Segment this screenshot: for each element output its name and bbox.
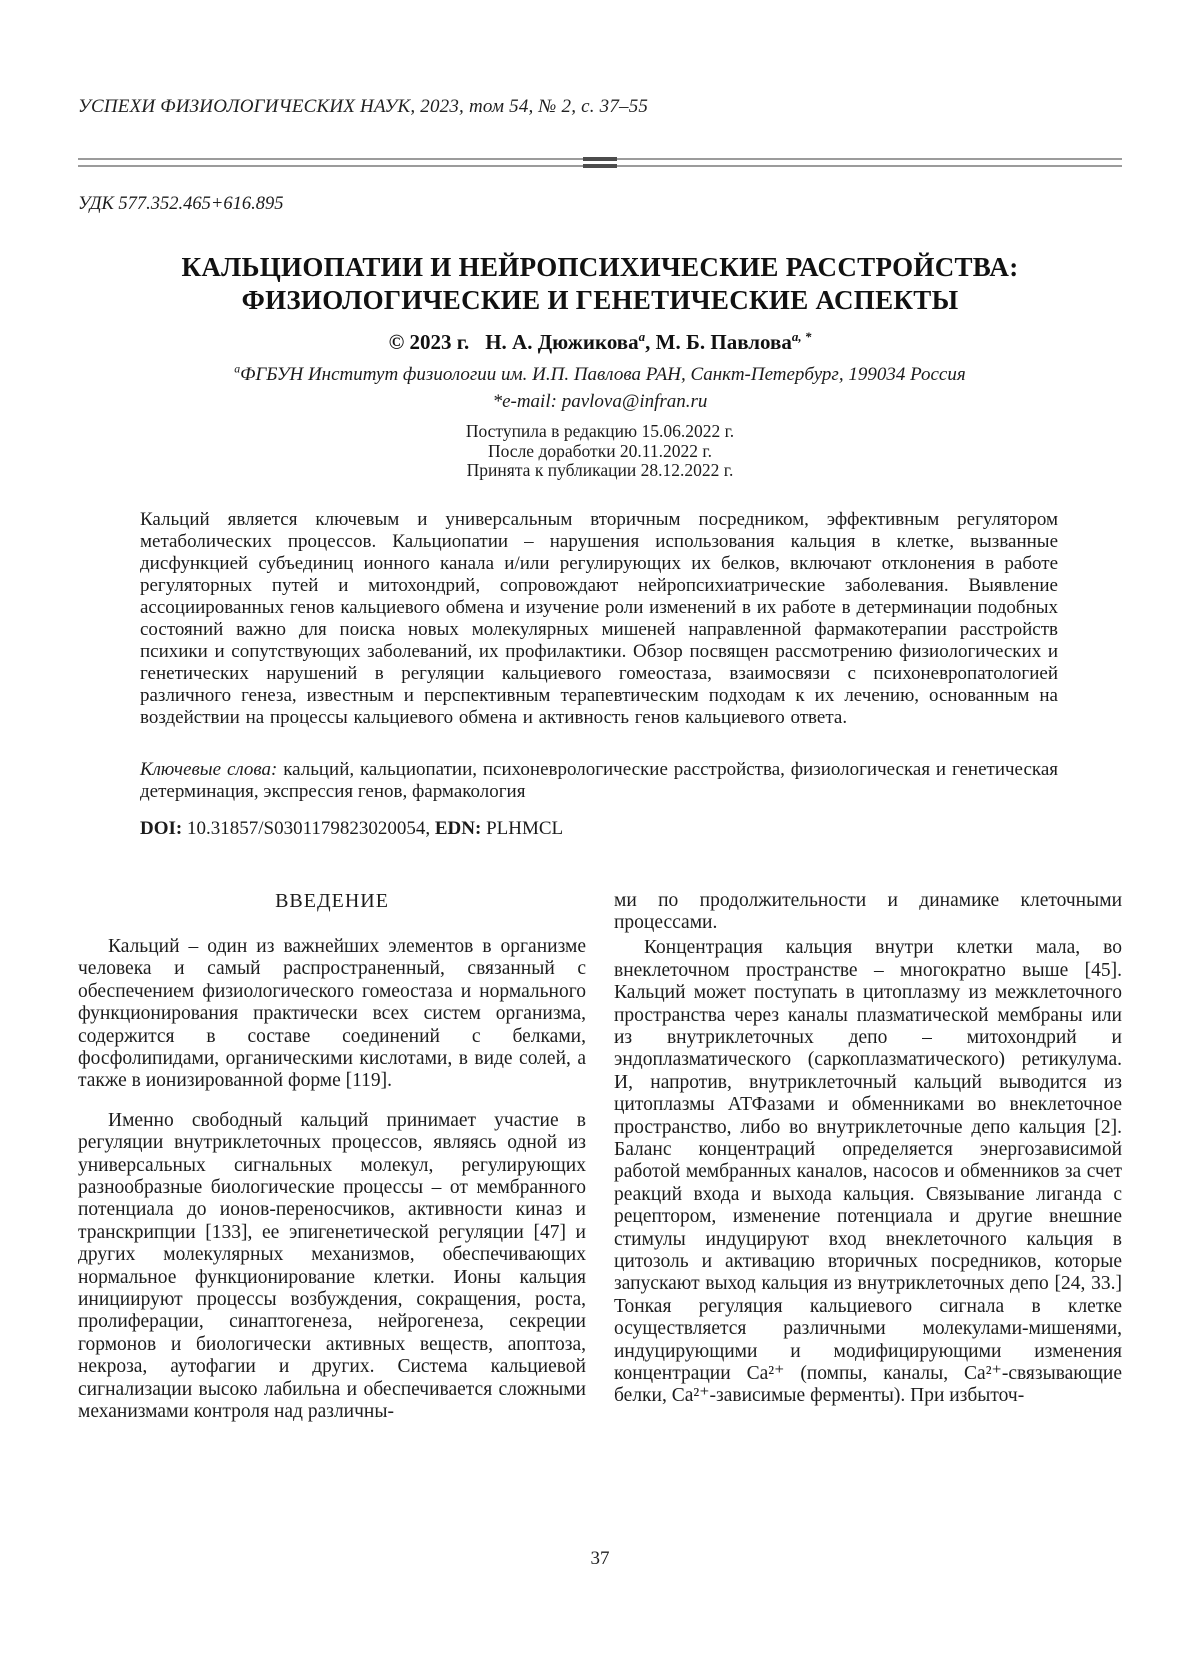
edn-label: EDN: (434, 817, 482, 839)
body-two-columns (78, 890, 1122, 1424)
journal-running-head: УСПЕХИ ФИЗИОЛОГИЧЕСКИХ НАУК, 2023, том 54, № 2, с. 37–55 (78, 96, 649, 117)
body-paragraph-continuation: ми по продолжительности и динамике клеточными процессами. (614, 889, 1122, 933)
author-1-affiliation-mark: а (638, 329, 646, 344)
body-paragraph: Кальций – один из важнейших элементов в организме человека и самый распространенный, связанный с обеспечением физиологического гомеостаза и нормального функционирования практически всех систем организма, содержится в составе соединений с белками, фосфолипидами, органическими кислотами, в виде солей, а также в ионизированной форме [119]. (78, 935, 586, 1092)
keywords-paragraph (140, 759, 1058, 804)
divider-center-mark (583, 157, 617, 161)
submission-dates (78, 422, 1122, 481)
author-1: Н. А. Дюжикова (485, 330, 639, 354)
date-received: Поступила в редакцию 15.06.2022 г. (465, 421, 735, 441)
article-title-line2: ФИЗИОЛОГИЧЕСКИЕ И ГЕНЕТИЧЕСКИЕ АСПЕКТЫ (241, 285, 959, 315)
header-divider (78, 158, 1122, 167)
doi-line (140, 818, 1058, 840)
body-paragraph: Именно свободный кальций принимает участие в регуляции внутриклеточных процессов, являясь одной из универсальных сигнальных молекул, регулирующих разнообразные биологические процессы – от мембранного потенциала до ионов-переносчиков, активности киназ и транскрипции [133], ее эпигенетической регуляции [47] и других молекулярных механизмов, обеспечивающих нормальное функционирование клетки. Ионы кальция инициируют процессы возбуждения, сокращения, роста, пролиферации, синаптогенеза, нейрогенеза, секреции гормонов и биологически активных веществ, апоптоза, некроза, аутофагии и других. Система кальциевой сигнализации высоко лабильна и обеспечивается сложными механизмами контроля над различны- (78, 1109, 586, 1423)
copyright-year: © 2023 г. (388, 330, 470, 354)
date-revised: После доработки 20.11.2022 г. (487, 440, 712, 461)
edn-value: PLHMCL (486, 817, 564, 839)
right-column (614, 890, 1122, 1424)
keywords-text: кальций, кальциопатии, психоневрологические расстройства, физиологическая и генетическая детерминация, экспрессия генов, фармакология (140, 758, 1059, 802)
udc-code: УДК 577.352.465+616.895 (78, 194, 284, 214)
page-number: 37 (590, 1548, 610, 1569)
section-heading-introduction: ВВЕДЕНИЕ (275, 889, 389, 912)
authors-line (78, 330, 1122, 355)
divider-center-mark (583, 164, 617, 168)
author-2-affiliation-mark: а, * (791, 329, 812, 344)
date-accepted: Принята к публикации 28.12.2022 г. (466, 460, 734, 480)
article-title (78, 251, 1122, 317)
affiliation-mark: а (234, 362, 241, 376)
doi-label: DOI: (140, 817, 183, 839)
body-paragraph: Концентрация кальция внутри клетки мала, во внеклеточном пространстве – многократно выше [45]. Кальций может поступать в цитоплазму из межклеточного пространства через каналы плазматической мембраны или из внутриклеточных депо – митохондрий и эндоплазматического (саркоплазматического) ретикулума. И, напротив, внутриклеточный кальций выводится из цитоплазмы АТФазами и обменниками во внеклеточное пространство, либо во внутриклеточные депо кальция [2]. Баланс концентраций определяется энергозависимой работой мембранных каналов, насосов и обменников за счет реакций входа и выхода кальция. Связывание лиганда с рецептором, изменение потенциала и другие внешние стимулы индуцируют вход внеклеточного кальция в цитозоль и активацию вторичных посредников, которые запускают выход кальция из внутриклеточных депо [24, 33.] Тонкая регуляция кальциевого сигнала в клетке осуществляется различными молекулами-мишенями, индуцирующими и модифицирующими изменения концентрации Ca²⁺ (помпы, каналы, Ca²⁺-связывающие белки, Ca²⁺-зависимые ферменты). При избыточ- (614, 937, 1122, 1407)
article-title-line1: КАЛЬЦИОПАТИИ И НЕЙРОПСИХИЧЕСКИЕ РАССТРОЙСТВА: (181, 252, 1019, 282)
authors-separator: , (645, 330, 656, 354)
author-2: М. Б. Павлова (655, 330, 792, 354)
doi-value: 10.31857/S0301179823020054, (186, 817, 431, 839)
left-column (78, 890, 586, 1424)
corresponding-email: *e-mail: pavlova@infran.ru (492, 391, 708, 412)
affiliation-text: ФГБУН Институт физиологии им. И.П. Павлова РАН, Санкт-Петербург, 199034 Россия (240, 364, 966, 385)
keywords-label: Ключевые слова: (140, 758, 278, 780)
affiliation-line (78, 363, 1122, 386)
abstract-paragraph: Кальций является ключевым и универсальным вторичным посредником, эффективным регулятором метаболических процессов. Кальциопатии – нарушения использования кальция в клетке, вызванные дисфункцией субъединиц ионного канала и/или регулирующих их белков, включают отклонения в работе регуляторных путей и митохондрий, сопровождают нейропсихиатрические заболевания. Выявление ассоциированных генов кальциевого обмена и изучение роли изменений в их работе в детерминации подобных состояний важно для поиска новых молекулярных мишеней направленной фармакотерапии расстройств психики и сопутствующих заболеваний, их профилактики. Обзор посвящен рассмотрению физиологических и генетических нарушений в регуляции кальциевого гомеостаза, взаимосвязи с психоневропатологией различного генеза, известным и перспективным терапевтическим подходам к их лечению, основанным на воздействии на процессы кальциевого обмена и активность генов кальциевого ответа. (140, 508, 1058, 728)
